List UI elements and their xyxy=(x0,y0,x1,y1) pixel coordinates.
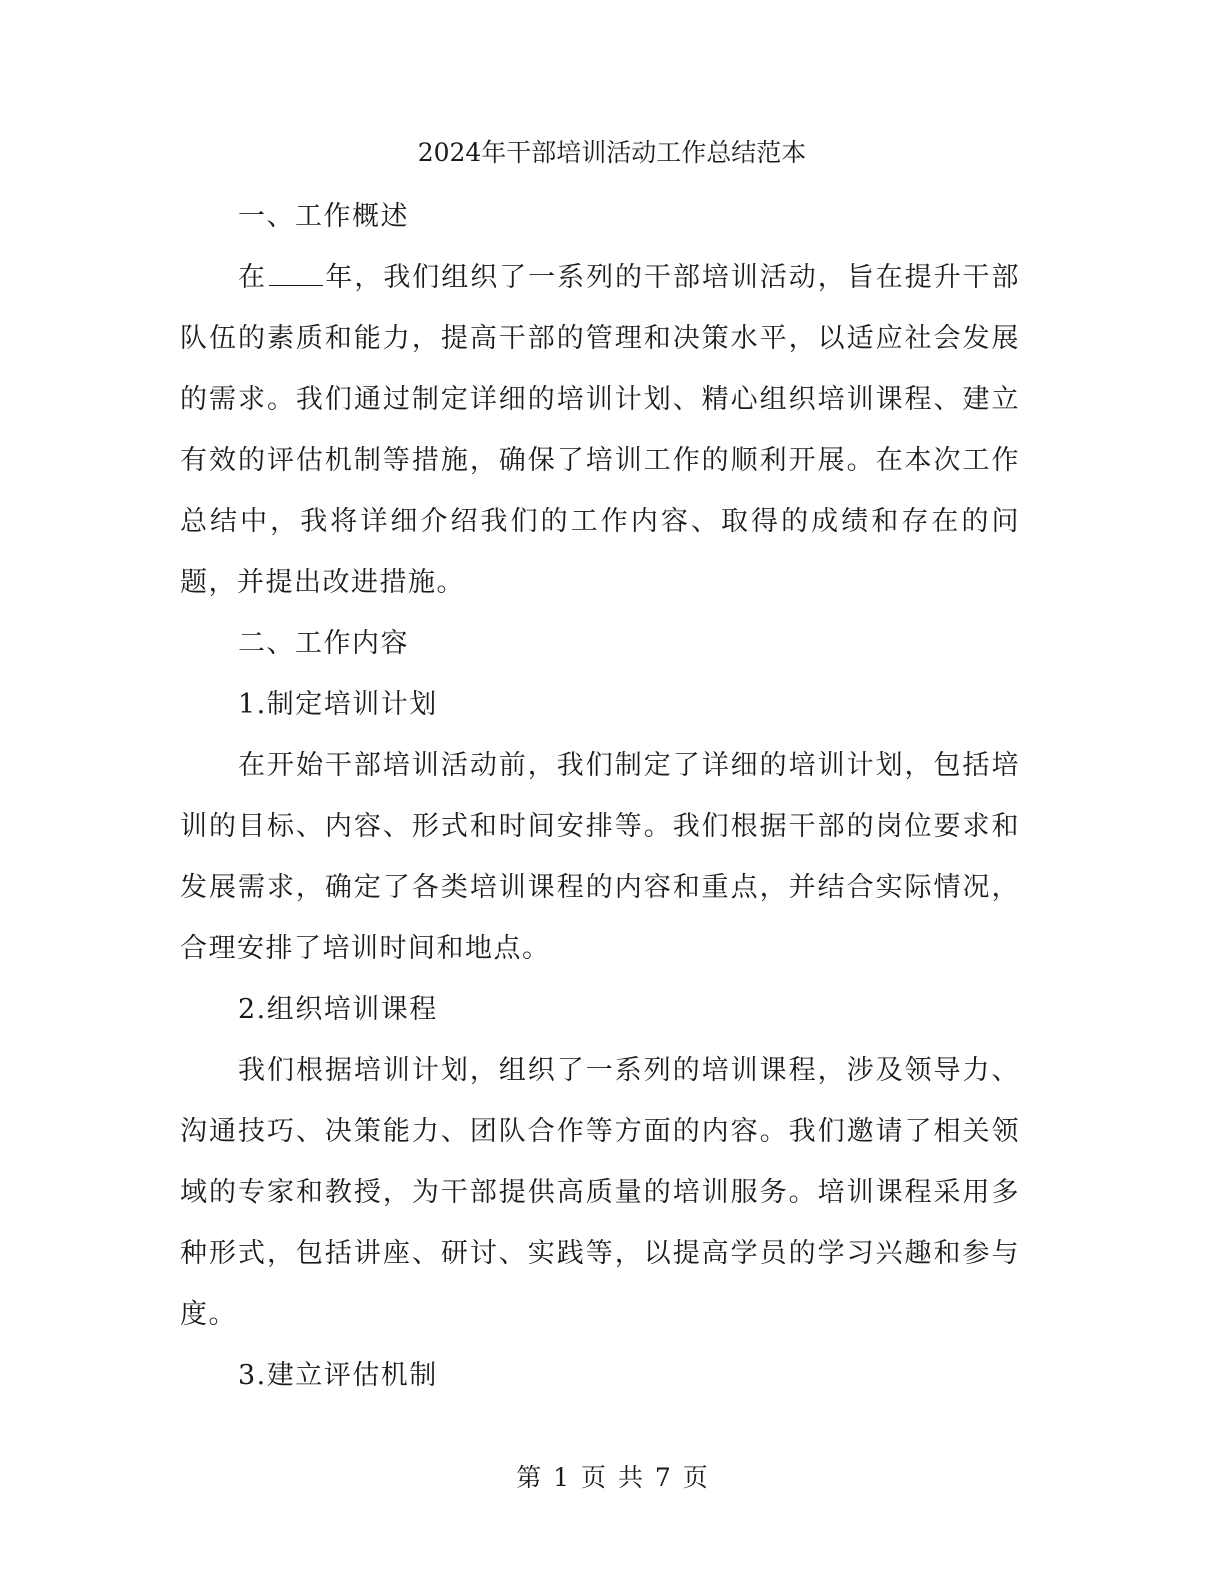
paragraph-text-start: 在 xyxy=(238,262,267,293)
paragraph-text-rest: 年，我们组织了一系列的干部培训活动，旨在提升干部队伍的素质和能力，提高干部的管理和决策水平，以适应社会发展的需求。我们通过制定详细的培训计划、精心组织培训课程、建立有效的评估机制等措施，确保了培训工作的顺利开展。在本次工作总结中，我将详细介绍我们的工作内容、取得的成绩和存在的问题，并提出改进措施。 xyxy=(180,262,1021,598)
item-2-heading: 2.组织培训课程 xyxy=(238,994,438,1025)
section-1-paragraph xyxy=(180,247,1020,613)
item-3-heading: 3.建立评估机制 xyxy=(238,1360,438,1391)
section-2-heading: 二、工作内容 xyxy=(238,628,409,659)
page-number-footer: 第 1 页 共 7 页 xyxy=(516,1463,708,1492)
item-1-paragraph: 在开始干部培训活动前，我们制定了详细的培训计划，包括培训的目标、内容、形式和时间安排等。我们根据干部的岗位要求和发展需求，确定了各类培训课程的内容和重点，并结合实际情况，合理安排了培训时间和地点。 xyxy=(180,750,1020,964)
document-title: 2024年干部培训活动工作总结范本 xyxy=(417,138,807,167)
item-2-paragraph: 我们根据培训计划，组织了一系列的培训课程，涉及领导力、沟通技巧、决策能力、团队合作等方面的内容。我们邀请了相关领域的专家和教授，为干部提供高质量的培训服务。培训课程采用多种形式，包括讲座、研讨、实践等，以提高学员的学习兴趣和参与度。 xyxy=(180,1055,1020,1330)
document-body xyxy=(180,186,1020,1406)
item-1-heading: 1.制定培训计划 xyxy=(238,689,438,720)
section-1-heading: 一、工作概述 xyxy=(238,201,409,232)
year-blank-field xyxy=(269,253,323,286)
